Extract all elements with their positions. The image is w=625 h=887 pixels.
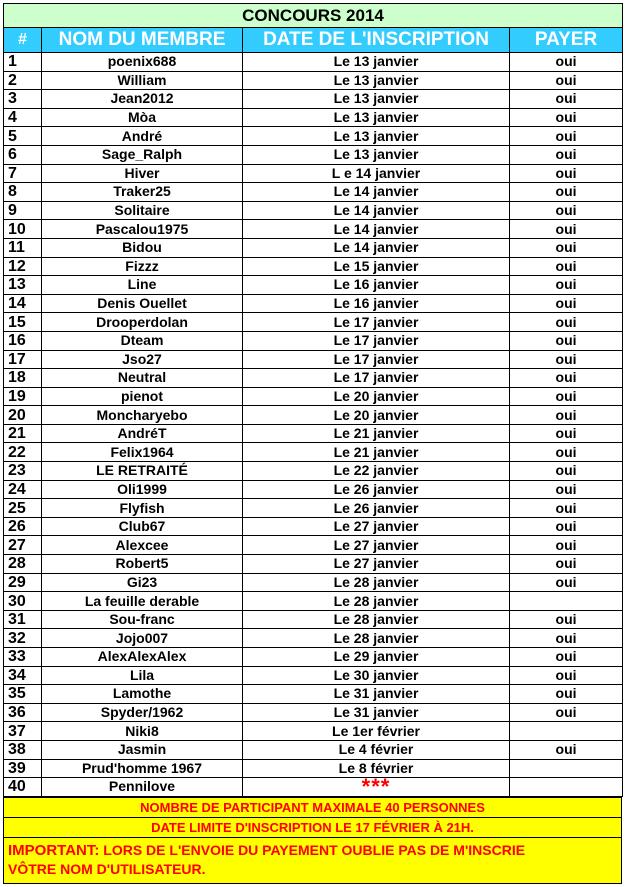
sheet-title: CONCOURS 2014 [4, 4, 623, 28]
paid-status: oui [510, 257, 623, 276]
registration-date: *** [243, 778, 510, 797]
table-row [4, 685, 623, 704]
paid-status: oui [510, 145, 623, 164]
paid-status: oui [510, 313, 623, 332]
row-number: 14 [4, 294, 42, 313]
registration-date: Le 21 janvier [243, 424, 510, 443]
paid-status: oui [510, 238, 623, 257]
paid-status: oui [510, 108, 623, 127]
registration-date: Le 28 janvier [243, 610, 510, 629]
member-name: Jojo007 [42, 629, 243, 648]
row-number: 19 [4, 387, 42, 406]
registration-date: Le 31 janvier [243, 685, 510, 704]
row-number: 33 [4, 648, 42, 667]
table-row [4, 257, 623, 276]
paid-status: oui [510, 648, 623, 667]
table-row [4, 201, 623, 220]
paid-status: oui [510, 387, 623, 406]
member-name: Club67 [42, 517, 243, 536]
paid-status: oui [510, 740, 623, 759]
table-row [4, 369, 623, 388]
member-name: William [42, 71, 243, 90]
registration-date: Le 13 janvier [243, 71, 510, 90]
paid-status: oui [510, 164, 623, 183]
row-number: 39 [4, 759, 42, 778]
member-name: Alexcee [42, 536, 243, 555]
member-name: Lamothe [42, 685, 243, 704]
table-row [4, 480, 623, 499]
table-row [4, 610, 623, 629]
important-text-line-2: VÔTRE NOM D'UTILISATEUR. [8, 860, 206, 877]
header-registration-date: DATE DE L'INSCRIPTION [243, 28, 510, 53]
table-row [4, 183, 623, 202]
table-row [4, 350, 623, 369]
registration-date: Le 13 janvier [243, 145, 510, 164]
member-name: Drooperdolan [42, 313, 243, 332]
paid-status [510, 592, 623, 611]
member-name: Felix1964 [42, 443, 243, 462]
row-number: 4 [4, 108, 42, 127]
registration-date: Le 16 janvier [243, 294, 510, 313]
table-row [4, 629, 623, 648]
paid-status: oui [510, 71, 623, 90]
row-number: 6 [4, 145, 42, 164]
paid-status [510, 722, 623, 741]
member-name: Neutral [42, 369, 243, 388]
paid-status: oui [510, 53, 623, 72]
registration-date: Le 13 janvier [243, 53, 510, 72]
important-label: IMPORTANT: [8, 841, 100, 859]
table-row [4, 331, 623, 350]
member-name: Pascalou1975 [42, 220, 243, 239]
table-row [4, 443, 623, 462]
registration-date: Le 27 janvier [243, 555, 510, 574]
table-row [4, 592, 623, 611]
table-row [4, 294, 623, 313]
table-row [4, 703, 623, 722]
table-row [4, 164, 623, 183]
paid-status: oui [510, 220, 623, 239]
table-row [4, 517, 623, 536]
registration-date: Le 31 janvier [243, 703, 510, 722]
registration-date: Le 17 janvier [243, 331, 510, 350]
registration-date: Le 1er février [243, 722, 510, 741]
paid-status [510, 759, 623, 778]
registration-date: Le 13 janvier [243, 127, 510, 146]
table-row [4, 238, 623, 257]
table-row [4, 220, 623, 239]
paid-status: oui [510, 629, 623, 648]
member-name: LE RETRAITÉ [42, 462, 243, 481]
row-number: 20 [4, 406, 42, 425]
table-row [4, 108, 623, 127]
member-name: La feuille derable [42, 592, 243, 611]
table-row [4, 666, 623, 685]
table-row [4, 499, 623, 518]
row-number: 15 [4, 313, 42, 332]
row-number: 1 [4, 53, 42, 72]
row-number: 25 [4, 499, 42, 518]
registration-date: Le 17 janvier [243, 350, 510, 369]
registration-table [3, 3, 623, 797]
important-text-line-1: LORS DE L'ENVOIE DU PAYEMENT OUBLIE PAS DE M'INSCRIE [103, 841, 526, 858]
member-name: Lila [42, 666, 243, 685]
paid-status: oui [510, 406, 623, 425]
row-number: 31 [4, 610, 42, 629]
row-number: 27 [4, 536, 42, 555]
row-number: 35 [4, 685, 42, 704]
table-row [4, 778, 623, 797]
row-number: 21 [4, 424, 42, 443]
row-number: 36 [4, 703, 42, 722]
member-name: Mòa [42, 108, 243, 127]
row-number: 30 [4, 592, 42, 611]
registration-date: Le 20 janvier [243, 406, 510, 425]
member-name: Pennilove [42, 778, 243, 797]
table-row [4, 313, 623, 332]
registration-date: Le 14 janvier [243, 220, 510, 239]
row-number: 18 [4, 369, 42, 388]
row-number: 38 [4, 740, 42, 759]
registration-date: Le 17 janvier [243, 369, 510, 388]
row-number: 2 [4, 71, 42, 90]
row-number: 24 [4, 480, 42, 499]
table-row [4, 722, 623, 741]
member-name: Jean2012 [42, 90, 243, 109]
table-row [4, 555, 623, 574]
row-number: 9 [4, 201, 42, 220]
paid-status: oui [510, 462, 623, 481]
paid-status: oui [510, 573, 623, 592]
table-row [4, 424, 623, 443]
row-number: 26 [4, 517, 42, 536]
row-number: 13 [4, 276, 42, 295]
member-name: Hiver [42, 164, 243, 183]
registration-date: Le 4 février [243, 740, 510, 759]
registration-date: L e 14 janvier [243, 164, 510, 183]
member-name: Fizzz [42, 257, 243, 276]
paid-status: oui [510, 443, 623, 462]
header-paid: PAYER [510, 28, 623, 53]
table-row [4, 127, 623, 146]
row-number: 32 [4, 629, 42, 648]
member-name: Sou-franc [42, 610, 243, 629]
contest-sheet [3, 3, 622, 884]
paid-status: oui [510, 499, 623, 518]
row-number: 29 [4, 573, 42, 592]
paid-status: oui [510, 666, 623, 685]
table-row [4, 648, 623, 667]
row-number: 11 [4, 238, 42, 257]
paid-status: oui [510, 703, 623, 722]
registration-date: Le 13 janvier [243, 108, 510, 127]
registration-date: Le 28 janvier [243, 592, 510, 611]
row-number: 22 [4, 443, 42, 462]
member-name: Traker25 [42, 183, 243, 202]
paid-status: oui [510, 276, 623, 295]
paid-status: oui [510, 369, 623, 388]
paid-status: oui [510, 480, 623, 499]
registration-date: Le 22 janvier [243, 462, 510, 481]
important-notice [3, 838, 622, 884]
registration-date: Le 29 janvier [243, 648, 510, 667]
member-name: Solitaire [42, 201, 243, 220]
table-row [4, 759, 623, 778]
registration-date: Le 16 janvier [243, 276, 510, 295]
registration-date: Le 14 janvier [243, 201, 510, 220]
table-row [4, 740, 623, 759]
registration-date: Le 26 janvier [243, 480, 510, 499]
member-name: Line [42, 276, 243, 295]
member-name: Robert5 [42, 555, 243, 574]
registration-date: Le 28 janvier [243, 629, 510, 648]
table-row [4, 573, 623, 592]
row-number: 7 [4, 164, 42, 183]
member-name: André [42, 127, 243, 146]
registration-date: Le 27 janvier [243, 536, 510, 555]
paid-status: oui [510, 517, 623, 536]
header-number: # [4, 28, 42, 53]
paid-status: oui [510, 201, 623, 220]
registration-date: Le 8 février [243, 759, 510, 778]
member-name: Jasmin [42, 740, 243, 759]
table-row [4, 536, 623, 555]
row-number: 12 [4, 257, 42, 276]
member-name: Oli1999 [42, 480, 243, 499]
row-number: 23 [4, 462, 42, 481]
registration-date: Le 21 janvier [243, 443, 510, 462]
row-number: 5 [4, 127, 42, 146]
table-row [4, 462, 623, 481]
paid-status: oui [510, 294, 623, 313]
member-name: Bidou [42, 238, 243, 257]
paid-status: oui [510, 610, 623, 629]
member-name: Moncharyebo [42, 406, 243, 425]
row-number: 17 [4, 350, 42, 369]
row-number: 10 [4, 220, 42, 239]
registration-date: Le 28 janvier [243, 573, 510, 592]
row-number: 37 [4, 722, 42, 741]
member-name: poenix688 [42, 53, 243, 72]
registration-date: Le 26 janvier [243, 499, 510, 518]
table-row [4, 53, 623, 72]
registration-date: Le 30 janvier [243, 666, 510, 685]
paid-status: oui [510, 127, 623, 146]
row-number: 34 [4, 666, 42, 685]
member-name: Dteam [42, 331, 243, 350]
member-name: AndréT [42, 424, 243, 443]
paid-status: oui [510, 685, 623, 704]
row-number: 40 [4, 778, 42, 797]
deadline-notice: DATE LIMITE D'INSCRIPTION LE 17 FÉVRIER À 21H. [3, 818, 622, 838]
table-row [4, 387, 623, 406]
header-member-name: NOM DU MEMBRE [42, 28, 243, 53]
member-name: Flyfish [42, 499, 243, 518]
row-number: 3 [4, 90, 42, 109]
paid-status: oui [510, 350, 623, 369]
paid-status: oui [510, 536, 623, 555]
registration-date: Le 15 janvier [243, 257, 510, 276]
registration-date: Le 14 janvier [243, 238, 510, 257]
table-row [4, 406, 623, 425]
registration-date: Le 13 janvier [243, 90, 510, 109]
paid-status: oui [510, 555, 623, 574]
member-name: Spyder/1962 [42, 703, 243, 722]
table-row [4, 145, 623, 164]
registration-date: Le 27 janvier [243, 517, 510, 536]
member-name: Jso27 [42, 350, 243, 369]
paid-status: oui [510, 183, 623, 202]
paid-status: oui [510, 90, 623, 109]
row-number: 28 [4, 555, 42, 574]
table-row [4, 90, 623, 109]
member-name: Sage_Ralph [42, 145, 243, 164]
table-row [4, 276, 623, 295]
member-name: AlexAlexAlex [42, 648, 243, 667]
paid-status [510, 778, 623, 797]
member-name: Prud'homme 1967 [42, 759, 243, 778]
max-participants-notice: NOMBRE DE PARTICIPANT MAXIMALE 40 PERSONNES [3, 797, 622, 818]
row-number: 8 [4, 183, 42, 202]
member-name: pienot [42, 387, 243, 406]
paid-status: oui [510, 424, 623, 443]
member-name: Gi23 [42, 573, 243, 592]
registration-date: Le 20 janvier [243, 387, 510, 406]
registration-date: Le 14 janvier [243, 183, 510, 202]
registration-date: Le 17 janvier [243, 313, 510, 332]
member-name: Denis Ouellet [42, 294, 243, 313]
member-name: Niki8 [42, 722, 243, 741]
table-row [4, 71, 623, 90]
paid-status: oui [510, 331, 623, 350]
row-number: 16 [4, 331, 42, 350]
